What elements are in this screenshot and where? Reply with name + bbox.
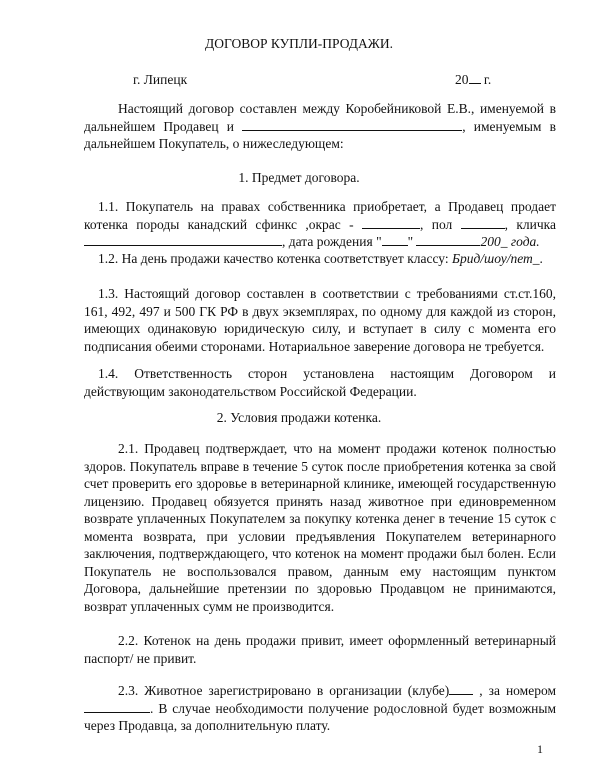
clause-2-3: 2.3. Животное зарегистрировано в организации (клубе) , за номером . В случае необходимости получение родословной будет возможным через Продавца, за дополнительную плату. (84, 683, 556, 733)
clause-2-1: 2.1. Продавец подтверждает, что на момент продажи котенок полностью здоров. Покупатель вправе в течение 5 суток после приобретения котенка за свой счет проверить его здоровье в ветеринарной клинике, имеющей государственную лицензию. Продавец обязуется принять назад животное при единовременном возврате уплаченных Покупателем за покупку котенка денег в течение 15 суток с момента возврата, при условии предъявления Покупателем ветеринарного заключения, подтверждающего, что котенок на момент продажи был болен. Если Покупатель не воспользовался правом, данным ему настоящим пунктом Договора, дальнейшие претензии по здоровью Продавцом не принимаются, возврат уплаченных сумм не производится. (84, 441, 556, 614)
city: г. Липецк (133, 72, 188, 87)
clause-1-2: 1.2. На день продажи качество котенка соответствует классу: Брид/шоу/пет_. (98, 251, 543, 266)
section-1-title: 1. Предмет договора. (238, 170, 360, 185)
clause-1-3: 1.3. Настоящий договор составлен в соответствии с требованиями ст.ст.160, 161, 492, 497 и 500 ГК РФ в двух экземплярах, по одному для каждой из сторон, имеющих одинаковую юридическую силу, и вступает в силу с момента его подписания обеими сторонами. Нотариальное заверение договора не требуется. (84, 286, 556, 354)
date-line: 20 г. (455, 72, 492, 87)
clause-1-4: 1.4. Ответственность сторон установлена настоящим Договором и действующим законодательством Российской Федерации. (84, 366, 556, 399)
section-2-title: 2. Условия продажи котенка. (216, 410, 382, 425)
place-date-row (133, 72, 503, 88)
clause-2-2: 2.2. Котенок на день продажи привит, имеет оформленный ветеринарный паспорт/ не привит. (84, 633, 556, 666)
intro-paragraph: Настоящий договор составлен между Коробейниковой Е.В., именуемой в дальнейшем Продавец и , именуемым в дальнейшем Покупатель, о нижеследующем: (84, 101, 556, 151)
clause-1-1: 1.1. Покупатель на правах собственника приобретает, а Продавец продает котенка породы канадский сфинкс ,окрас - , пол , кличка , дата рождения " " 200_ года. (84, 199, 556, 249)
page-number: 1 (537, 742, 543, 756)
document-title: ДОГОВОР КУПЛИ-ПРОДАЖИ. (205, 36, 393, 51)
